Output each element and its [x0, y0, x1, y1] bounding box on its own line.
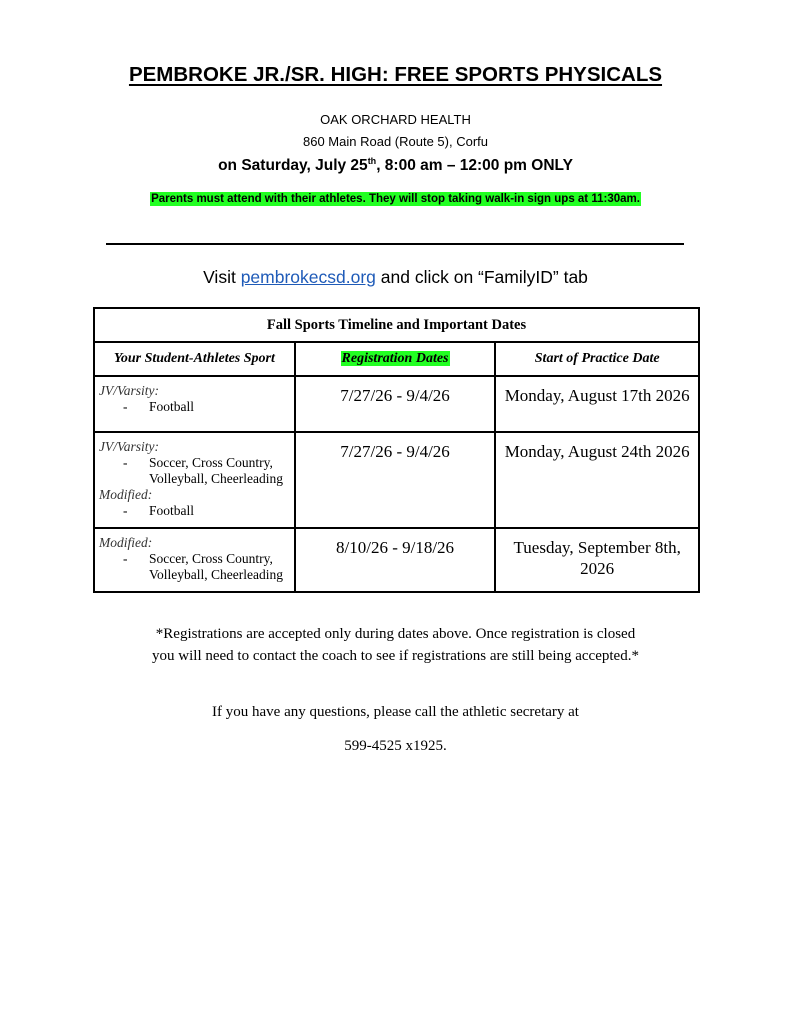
table-row — [94, 376, 699, 432]
sport-item-text: Soccer, Cross Country, Volleyball, Cheerleading — [149, 551, 283, 582]
parents-notice-text: Parents must attend with their athletes. They will stop taking walk-in sign ups at 11:30am. — [151, 193, 640, 205]
header-registration-dates-text: Registration Dates — [341, 351, 449, 366]
header-practice-start: Start of Practice Date — [495, 342, 699, 376]
sport-item: - Football — [123, 399, 195, 414]
divider-line — [106, 243, 684, 245]
website-link[interactable]: pembrokecsd.org — [240, 267, 376, 287]
sport-category: JV/Varsity: — [99, 383, 159, 398]
registration-dates-cell: 7/27/26 - 9/4/26 — [295, 432, 496, 528]
phone-number: 599-4525 x1925. — [344, 738, 447, 754]
visit-instructions — [0, 267, 791, 288]
sport-category: Modified: — [99, 535, 153, 550]
page-title — [0, 63, 791, 87]
sport-cell — [94, 432, 295, 528]
questions-text: If you have any questions, please call the athletic secretary at — [212, 704, 579, 720]
organization-name: OAK ORCHARD HEALTH — [320, 112, 471, 127]
sport-cell — [94, 376, 295, 432]
table-row — [94, 432, 699, 528]
registration-note-line-2: you will need to contact the coach to see if registrations are still being accepted.* — [152, 648, 639, 664]
practice-start-cell: Monday, August 24th 2026 — [495, 432, 699, 528]
visit-suffix: and click on “FamilyID” tab — [375, 267, 588, 287]
header-registration-dates — [295, 342, 496, 376]
sport-category: JV/Varsity: — [99, 439, 159, 454]
sport-item-text: Football — [149, 503, 195, 518]
sport-category: Modified: — [99, 487, 153, 502]
table-caption-row — [94, 308, 699, 342]
sport-item: - Soccer, Cross Country, Volleyball, Cheerleading — [99, 455, 290, 487]
table-header-row — [94, 342, 699, 376]
sport-item: - Soccer, Cross Country, Volleyball, Cheerleading — [99, 551, 290, 583]
header-sport: Your Student-Athletes Sport — [94, 342, 295, 376]
when-suffix: , 8:00 am – 12:00 pm ONLY — [376, 157, 573, 175]
when-prefix: on Saturday, July 25 — [218, 157, 368, 175]
visit-prefix: Visit — [203, 267, 241, 287]
parents-notice — [0, 193, 791, 205]
registration-dates-cell: 7/27/26 - 9/4/26 — [295, 376, 496, 432]
sport-cell — [94, 528, 295, 592]
fall-sports-timeline-table — [93, 307, 700, 593]
sport-item-text: Football — [149, 399, 195, 414]
table-row — [94, 528, 699, 592]
registration-dates-cell: 8/10/26 - 9/18/26 — [295, 528, 496, 592]
event-date-time — [0, 156, 791, 175]
page-title-text: PEMBROKE JR./SR. HIGH: FREE SPORTS PHYSICALS — [128, 63, 663, 86]
sport-item: - Football — [123, 503, 195, 518]
sport-item-text: Soccer, Cross Country, Volleyball, Cheerleading — [149, 455, 283, 486]
practice-start-cell: Monday, August 17th 2026 — [495, 376, 699, 432]
address: 860 Main Road (Route 5), Corfu — [303, 134, 488, 149]
practice-start-cell: Tuesday, September 8th, 2026 — [495, 528, 699, 592]
when-superscript: th — [367, 156, 377, 166]
table-caption: Fall Sports Timeline and Important Dates — [94, 308, 699, 342]
registration-note-line-1: *Registrations are accepted only during dates above. Once registration is closed — [155, 626, 636, 642]
